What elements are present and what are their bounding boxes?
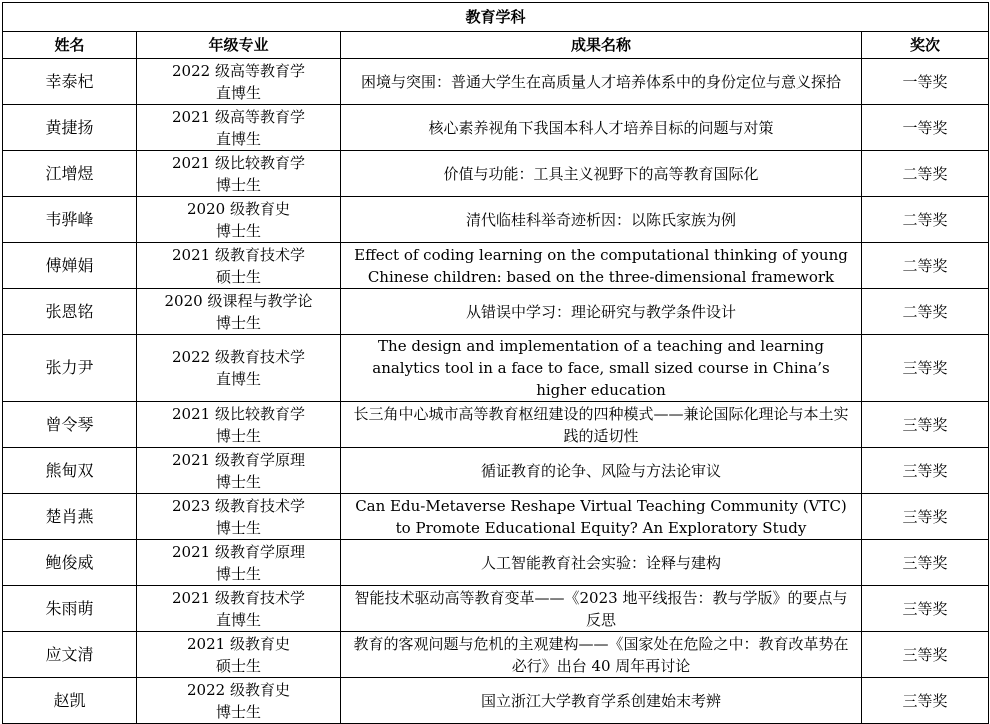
grade-major-line: 2021 级教育学原理: [172, 542, 305, 561]
cell-award: 二等奖: [862, 197, 989, 243]
cell-name: 黄捷扬: [3, 105, 137, 151]
student-type-line: 硕士生: [215, 267, 261, 286]
cell-achievement: 智能技术驱动高等教育变革——《2023 地平线报告：教与学版》的要点与反思: [341, 586, 862, 632]
cell-award: 三等奖: [862, 335, 989, 402]
grade-major-line: 2022 级教育技术学: [172, 348, 305, 366]
cell-name: 熊甸双: [3, 448, 137, 494]
table-row: [3, 448, 989, 494]
grade-major-line: 2022 级教育史: [187, 680, 290, 699]
student-type-line: 博士生: [215, 313, 261, 332]
cell-grade-major: [137, 243, 341, 289]
cell-grade-major: [137, 494, 341, 540]
table-row: [3, 402, 989, 448]
student-type-line: 博士生: [215, 426, 261, 445]
student-type-line: 直博生: [215, 610, 261, 629]
grade-major-line: 2021 级比较教育学: [172, 404, 305, 423]
table-row: [3, 59, 989, 105]
table-title-row: [3, 3, 989, 32]
cell-name: 张力尹: [3, 335, 137, 402]
student-type-line: 博士生: [215, 702, 261, 721]
cell-award: 三等奖: [862, 540, 989, 586]
cell-grade-major: [137, 197, 341, 243]
grade-major-line: 2022 级高等教育学: [172, 61, 305, 80]
cell-grade-major: [137, 448, 341, 494]
cell-achievement: Can Edu-Metaverse Reshape Virtual Teaching Community (VTC) to Promote Educational Equity? An Exploratory Study: [341, 494, 862, 540]
cell-achievement: 人工智能教育社会实验：诠释与建构: [341, 540, 862, 586]
student-type-line: 博士生: [215, 564, 261, 583]
cell-award: 二等奖: [862, 243, 989, 289]
cell-name: 幸泰杞: [3, 59, 137, 105]
cell-achievement: 国立浙江大学教育学系创建始末考辨: [341, 678, 862, 724]
grade-major-line: 2020 级课程与教学论: [164, 291, 313, 310]
cell-achievement: 从错误中学习：理论研究与教学条件设计: [341, 289, 862, 335]
table-row: [3, 586, 989, 632]
cell-grade-major: [137, 289, 341, 335]
cell-award: 三等奖: [862, 402, 989, 448]
student-type-line: 博士生: [215, 518, 261, 537]
cell-name: 朱雨萌: [3, 586, 137, 632]
grade-major-line: 2021 级教育技术学: [172, 588, 305, 607]
cell-award: 一等奖: [862, 59, 989, 105]
grade-major-line: 2020 级教育史: [187, 199, 290, 218]
cell-name: 韦骅峰: [3, 197, 137, 243]
cell-grade-major: [137, 402, 341, 448]
cell-name: 江增煜: [3, 151, 137, 197]
cell-achievement: 价值与功能：工具主义视野下的高等教育国际化: [341, 151, 862, 197]
student-type-line: 博士生: [215, 472, 261, 491]
cell-grade-major: [137, 335, 341, 402]
cell-achievement: 困境与突围：普通大学生在高质量人才培养体系中的身份定位与意义探拾: [341, 59, 862, 105]
cell-award: 二等奖: [862, 289, 989, 335]
cell-grade-major: [137, 59, 341, 105]
header-award: 奖次: [862, 32, 989, 59]
cell-name: 应文清: [3, 632, 137, 678]
cell-grade-major: [137, 678, 341, 724]
student-type-line: 博士生: [215, 175, 261, 194]
student-type-line: 直博生: [215, 370, 261, 388]
grade-major-line: 2021 级教育学原理: [172, 450, 305, 469]
cell-achievement: 教育的客观问题与危机的主观建构——《国家处在危险之中：教育改革势在必行》出台 40 周年再讨论: [341, 632, 862, 678]
header-achievement: 成果名称: [341, 32, 862, 59]
cell-grade-major: [137, 540, 341, 586]
table-row: [3, 289, 989, 335]
table-title: 教育学科: [3, 3, 989, 32]
table-row: [3, 243, 989, 289]
cell-achievement: 长三角中心城市高等教育枢纽建设的四种模式——兼论国际化理论与本土实践的适切性: [341, 402, 862, 448]
table-header-row: [3, 32, 989, 59]
cell-achievement: 核心素养视角下我国本科人才培养目标的问题与对策: [341, 105, 862, 151]
cell-award: 三等奖: [862, 586, 989, 632]
cell-award: 三等奖: [862, 494, 989, 540]
cell-grade-major: [137, 586, 341, 632]
table-row: [3, 105, 989, 151]
student-type-line: 博士生: [215, 221, 261, 240]
cell-award: 一等奖: [862, 105, 989, 151]
student-type-line: 直博生: [215, 83, 261, 102]
cell-name: 赵凯: [3, 678, 137, 724]
cell-name: 鲍俊威: [3, 540, 137, 586]
cell-name: 傅婵娟: [3, 243, 137, 289]
student-type-line: 直博生: [215, 129, 261, 148]
table-row: [3, 197, 989, 243]
cell-achievement: 循证教育的论争、风险与方法论审议: [341, 448, 862, 494]
table-row: [3, 632, 989, 678]
awards-table: [2, 2, 989, 724]
table-row: [3, 494, 989, 540]
header-grade-major: 年级专业: [137, 32, 341, 59]
student-type-line: 硕士生: [215, 656, 261, 675]
cell-name: 张恩铭: [3, 289, 137, 335]
cell-name: 曾令琴: [3, 402, 137, 448]
grade-major-line: 2021 级高等教育学: [172, 107, 305, 126]
cell-achievement: 清代临桂科举奇迹析因：以陈氏家族为例: [341, 197, 862, 243]
header-name: 姓名: [3, 32, 137, 59]
grade-major-line: 2021 级教育史: [187, 634, 290, 653]
grade-major-line: 2021 级教育技术学: [172, 245, 305, 264]
grade-major-line: 2021 级比较教育学: [172, 153, 305, 172]
cell-achievement: The design and implementation of a teaching and learning analytics tool in a face to face, small sized course in China’s higher education: [341, 335, 862, 402]
cell-grade-major: [137, 151, 341, 197]
grade-major-line: 2023 级教育技术学: [172, 496, 305, 515]
table-row: [3, 678, 989, 724]
cell-name: 楚肖燕: [3, 494, 137, 540]
cell-grade-major: [137, 105, 341, 151]
table-row: [3, 335, 989, 402]
table-row: [3, 151, 989, 197]
cell-award: 三等奖: [862, 678, 989, 724]
cell-award: 三等奖: [862, 632, 989, 678]
cell-award: 三等奖: [862, 448, 989, 494]
cell-grade-major: [137, 632, 341, 678]
cell-award: 二等奖: [862, 151, 989, 197]
cell-achievement: Effect of coding learning on the computational thinking of young Chinese children: based on the three-dimensional framework: [341, 243, 862, 289]
table-row: [3, 540, 989, 586]
